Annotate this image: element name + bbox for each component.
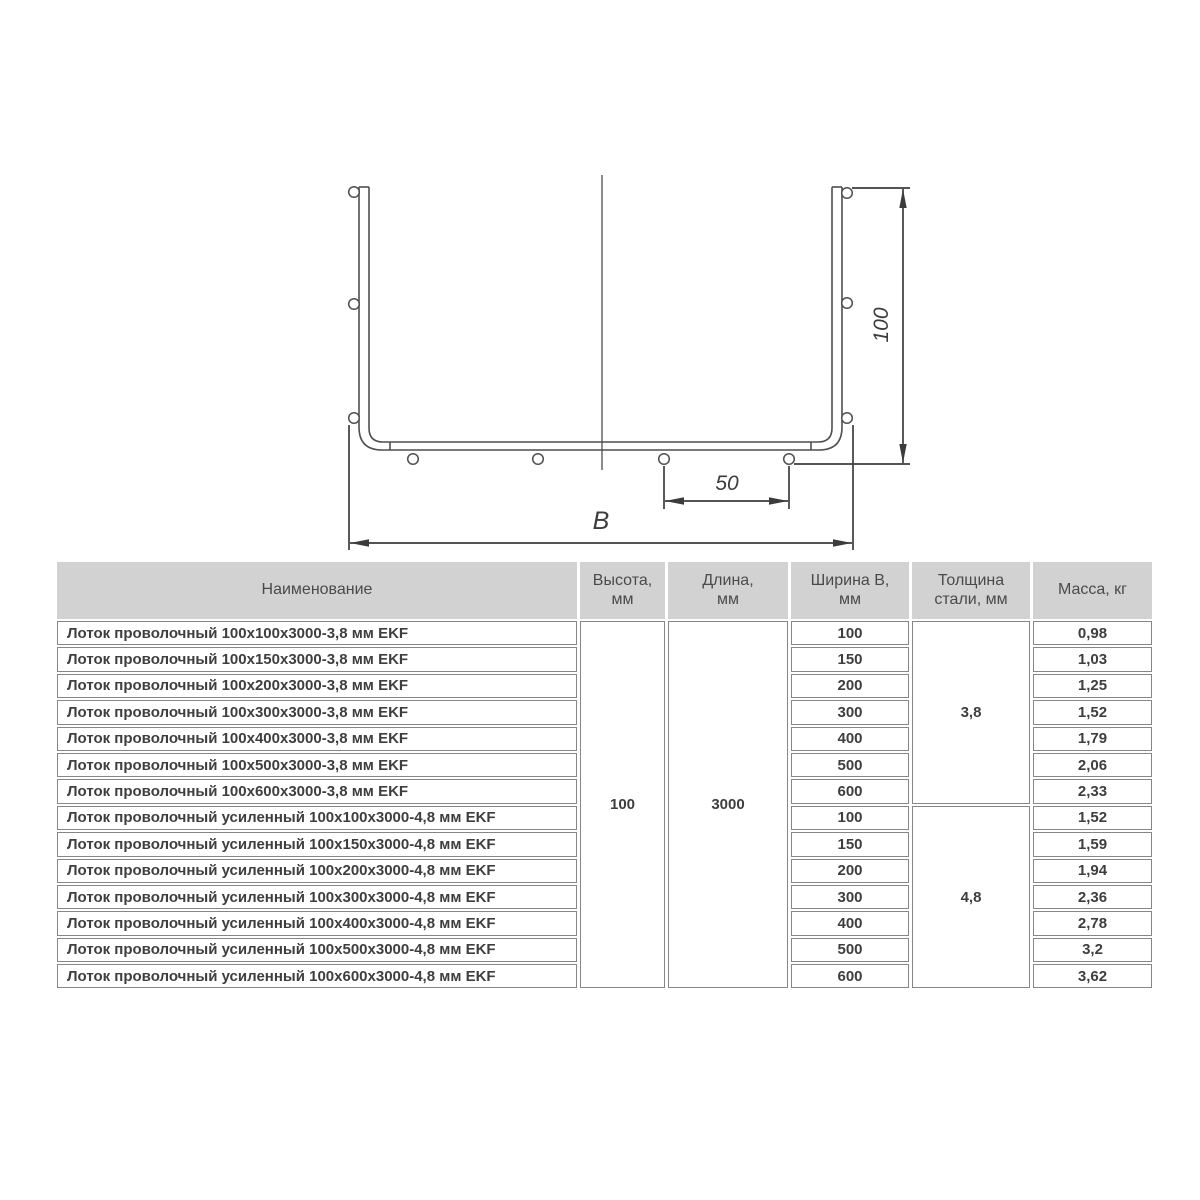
dim-width-arrow-left (350, 539, 369, 546)
profile-inner (369, 187, 832, 442)
header-label-line: стали, мм (934, 590, 1008, 608)
header-label-line: Толщина (937, 571, 1005, 589)
product-name-cell: Лоток проволочный 100х100х3000-3,8 мм EKF (57, 621, 577, 645)
header-label-line: Масса, кг (1057, 581, 1128, 599)
width-cell: 600 (791, 779, 909, 803)
wire-circles (349, 187, 853, 465)
wire-circle (408, 454, 419, 465)
width-cell: 600 (791, 964, 909, 988)
mass-cell: 1,52 (1033, 806, 1152, 830)
wire-circle (349, 299, 360, 310)
thickness-merged-cell: 4,8 (912, 806, 1030, 989)
width-cell: 400 (791, 727, 909, 751)
header-label-line: мм (611, 590, 634, 608)
wire-circle (659, 454, 670, 465)
header-cell-width (791, 562, 909, 619)
mass-cell: 1,52 (1033, 700, 1152, 724)
header-label-line: мм (839, 590, 861, 608)
mass-cell: 1,25 (1033, 674, 1152, 698)
product-name-cell: Лоток проволочный 100х600х3000-3,8 мм EKF (57, 779, 577, 803)
mass-cell: 1,94 (1033, 859, 1152, 883)
wire-circle (784, 454, 795, 465)
mass-cell: 2,33 (1033, 779, 1152, 803)
thickness-merged-cell: 3,8 (912, 621, 1030, 804)
mass-cell: 1,03 (1033, 647, 1152, 671)
wire-circle (842, 413, 853, 424)
width-cell: 200 (791, 674, 909, 698)
width-cell: 500 (791, 938, 909, 962)
header-cell-name (57, 562, 577, 619)
width-cell: 300 (791, 700, 909, 724)
wire-circle (842, 298, 853, 309)
mass-cell: 3,2 (1033, 938, 1152, 962)
mass-cell: 1,59 (1033, 832, 1152, 856)
mass-cell: 1,79 (1033, 727, 1152, 751)
product-name-cell: Лоток проволочный 100х500х3000-3,8 мм EKF (57, 753, 577, 777)
product-name-cell: Лоток проволочный 100х200х3000-3,8 мм EKF (57, 674, 577, 698)
mass-cell: 0,98 (1033, 621, 1152, 645)
header-cell-thickness (912, 562, 1030, 619)
tray-profile (359, 187, 842, 450)
header-label-line: Длина, (702, 571, 754, 589)
product-name-cell: Лоток проволочный усиленный 100х300х3000-4,8 мм EKF (57, 885, 577, 909)
product-name-cell: Лоток проволочный 100х150х3000-3,8 мм EKF (57, 647, 577, 671)
length-merged-cell: 3000 (668, 621, 788, 988)
width-cell: 150 (791, 832, 909, 856)
dim-height-label: 100 (870, 307, 893, 343)
header-label-line: Ширина В, (810, 571, 890, 589)
width-cell: 300 (791, 885, 909, 909)
product-name-cell: Лоток проволочный усиленный 100х400х3000-4,8 мм EKF (57, 911, 577, 935)
header-label-line: Наименование (261, 581, 373, 599)
dim-height-arrow-top (899, 189, 906, 208)
width-cell: 200 (791, 859, 909, 883)
width-cell: 150 (791, 647, 909, 671)
product-name-cell: Лоток проволочный 100х300х3000-3,8 мм EKF (57, 700, 577, 724)
dim-pitch-arrow-left (665, 497, 684, 504)
dim-width-label: B (592, 507, 610, 535)
dim-pitch-arrow-right (769, 497, 788, 504)
header-cell-mass (1033, 562, 1152, 619)
width-cell: 400 (791, 911, 909, 935)
dim-width-arrow-right (833, 539, 852, 546)
header-cell-length (668, 562, 788, 619)
header-label-line: мм (717, 590, 739, 608)
width-cell: 100 (791, 806, 909, 830)
mass-cell: 2,36 (1033, 885, 1152, 909)
wire-circle (533, 454, 544, 465)
header-cell-height (580, 562, 665, 619)
profile-outer (359, 187, 842, 450)
dim-pitch-label: 50 (715, 472, 739, 495)
height-merged-cell: 100 (580, 621, 665, 988)
product-name-cell: Лоток проволочный усиленный 100х600х3000-4,8 мм EKF (57, 964, 577, 988)
header-label-line: Высота, (592, 571, 653, 589)
width-cell: 100 (791, 621, 909, 645)
width-cell: 500 (791, 753, 909, 777)
tray-cross-section-drawing (0, 0, 1200, 560)
product-name-cell: Лоток проволочный усиленный 100х100х3000-4,8 мм EKF (57, 806, 577, 830)
wire-circle (842, 188, 853, 199)
wire-circle (349, 413, 360, 424)
product-name-cell: Лоток проволочный усиленный 100х150х3000-4,8 мм EKF (57, 832, 577, 856)
product-name-cell: Лоток проволочный 100х400х3000-3,8 мм EKF (57, 727, 577, 751)
mass-cell: 2,78 (1033, 911, 1152, 935)
wire-circle (349, 187, 360, 198)
dim-height-arrow-bottom (899, 444, 906, 463)
mass-cell: 2,06 (1033, 753, 1152, 777)
mass-cell: 3,62 (1033, 964, 1152, 988)
spec-table (57, 562, 1152, 988)
product-name-cell: Лоток проволочный усиленный 100х200х3000-4,8 мм EKF (57, 859, 577, 883)
product-name-cell: Лоток проволочный усиленный 100х500х3000-4,8 мм EKF (57, 938, 577, 962)
